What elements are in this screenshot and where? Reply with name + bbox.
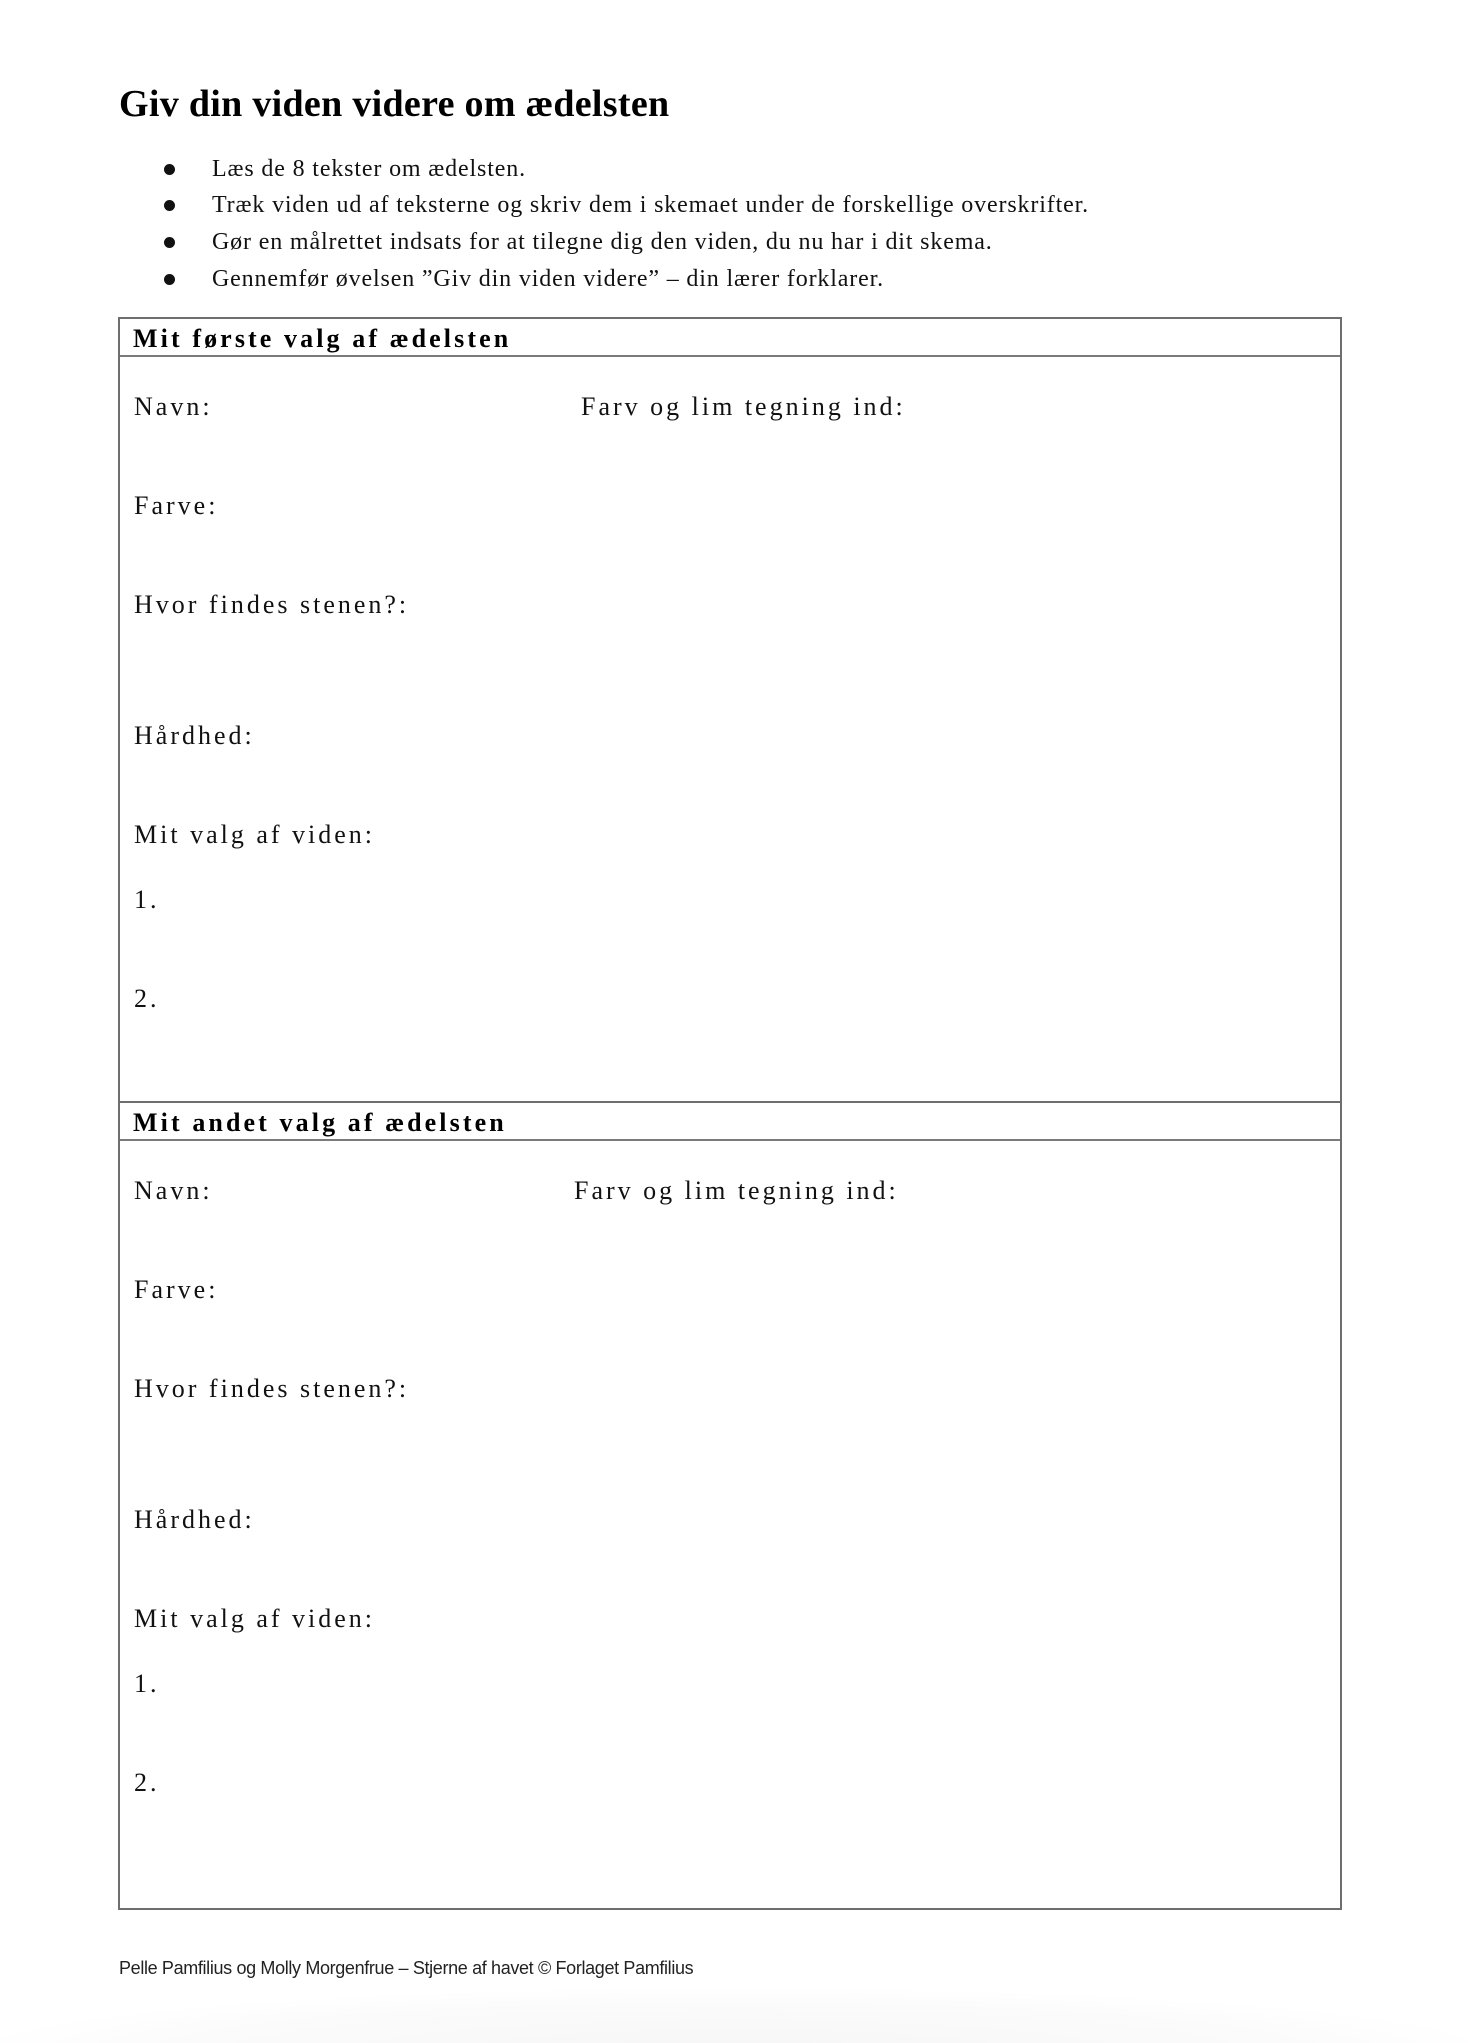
knowledge-item-1[interactable]: 1. [134, 885, 160, 914]
bullet-icon [164, 274, 175, 285]
knowledge-item-2[interactable]: 2. [134, 984, 160, 1013]
knowledge-label: Mit valg af viden: [134, 1604, 376, 1633]
gem-choice-1-header [120, 319, 1340, 357]
instruction-text: Læs de 8 tekster om ædelsten. [212, 156, 526, 182]
instruction-text: Gennemfør øvelsen ”Giv din viden videre” – din lærer forklarer. [212, 266, 885, 292]
instruction-text: Træk viden ud af teksterne og skriv dem i skemaet under de forskellige overskrifter. [212, 192, 1089, 218]
gem-choice-2-table [118, 1101, 1342, 1910]
knowledge-item-1[interactable]: 1. [134, 1669, 160, 1698]
knowledge-label: Mit valg af viden: [134, 820, 376, 849]
name-field[interactable]: Navn: [134, 1176, 213, 1205]
hardness-field[interactable]: Hårdhed: [134, 721, 255, 750]
gem-choice-2-header [120, 1103, 1340, 1141]
page-bottom-shadow [0, 1990, 1468, 2043]
bullet-icon [164, 200, 175, 211]
section-heading: Mit andet valg af ædelsten [133, 1108, 507, 1137]
hardness-field[interactable]: Hårdhed: [134, 1505, 255, 1534]
location-field[interactable]: Hvor findes stenen?: [134, 1374, 410, 1403]
color-field[interactable]: Farve: [134, 491, 219, 520]
page-footer: Pelle Pamfilius og Molly Morgenfrue – Stjerne af havet © Forlaget Pamfilius [119, 1958, 694, 1978]
bullet-icon [164, 237, 175, 248]
knowledge-item-2[interactable]: 2. [134, 1768, 160, 1797]
name-field[interactable]: Navn: [134, 392, 213, 421]
gem-choice-1-table [118, 317, 1342, 1104]
drawing-area[interactable]: Farv og lim tegning ind: [574, 1176, 899, 1205]
drawing-area[interactable]: Farv og lim tegning ind: [581, 392, 906, 421]
bullet-icon [164, 164, 175, 175]
page-title: Giv din viden videre om ædelsten [119, 83, 670, 125]
location-field[interactable]: Hvor findes stenen?: [134, 590, 410, 619]
color-field[interactable]: Farve: [134, 1275, 219, 1304]
section-heading: Mit første valg af ædelsten [133, 324, 512, 353]
instruction-text: Gør en målrettet indsats for at tilegne dig den viden, du nu har i dit skema. [212, 229, 993, 255]
